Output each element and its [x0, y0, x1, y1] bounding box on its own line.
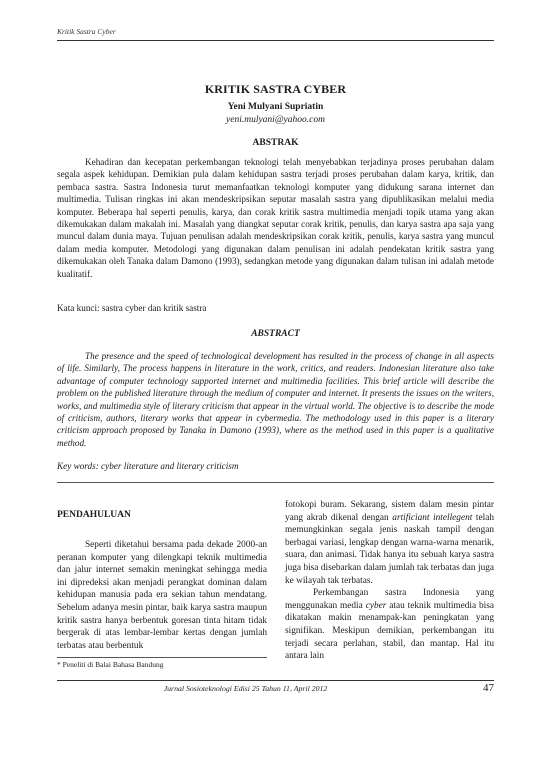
header-rule — [57, 40, 494, 41]
body-emphasis: artificiant intellegent — [392, 512, 473, 523]
abstract-heading: ABSTRACT — [251, 329, 300, 339]
body-left-column: Seperti diketahui bersama pada dekade 2000-an peranan komputer yang dilengkapi teknik multimedia dan jalur internet semakin meningkat sehingga media ini dipredeksi akan menjadi perangkat dominan dalam kehidupan manusia pada era sekian tahun mendatang. Sebelum adanya mesin pintar, baik karya sastra maupun kritik sastra hanya berbentuk goresan tinta hitam tidak bergerak di atas lembar-lembar kertas dengan jumlah terbatas atau berbentuk — [57, 540, 267, 651]
abstrak-heading: ABSTRAK — [252, 138, 299, 148]
body-emphasis: cyber — [365, 600, 387, 611]
footer-rule — [57, 680, 494, 681]
journal-footer: Jurnal Sosioteknologi Edisi 25 Tahun 11, April 2012 — [163, 684, 328, 693]
body-text: telah memungkinkan segala jenis naskah tampil dengan berbagai variasi, lengkap dengan warna-warna menarik, suara, dan animasi. Tidak hanya itu sebuah karya sastra juga bisa disebarkan dalam jumlah tak terbatas dan juga ke wilayah tak terbatas. — [285, 512, 494, 586]
body-text: atau teknik multimedia bisa dikatakan makin menampak-kan peningkatan yang signifikan. Meskipun demikian, perkembangan itu terjadi secara perlahan, stabil, dan mantap. Hal itu antara lain — [285, 600, 495, 662]
paper-title: KRITIK SASTRA CYBER — [204, 82, 347, 96]
keywords: Key words: cyber literature and literary criticism — [57, 461, 239, 471]
abstrak-text: Kehadiran dan kecepatan perkembangan teknologi telah menyebabkan terjadinya proses perubahan dalam segala aspek kehidupan. Demikian pula dalam kehidupan sastra terjadi proses perubahan dalam karya, kritik, dan pembaca sastra. Sastra Indonesia turut memanfaatkan teknologi komputer yang didukung sarana internet dan multimedia. Tulisan ringkas ini akan mendeskripsikan seputar masalah sastra yang dipublikasikan melalui media komputer. Beberapa hal seperti penulis, karya, dan corak kritik sastra multimedia menjadi topik utama yang akan dikemukakan dalam makalah ini. Masalah yang diangkat seputar corak kritik, penulis, dan karya sastra apa saja yang muncul dalam dunia maya. Tujuan penulisan adalah mendeskripsikan corak kritik, penulis, karya sastra yang muncul dalam media komputer. Metodologi yang digunakan dalam penulisan ini adalah pendekatan kritik sastra yang dikemukakan oleh Tanaka dalam Damono (1993), sedangkan metode yang digunakan dalam tulisan ini adalah metode kualitatif. — [57, 157, 494, 279]
running-head: Kritik Sastra Cyber — [57, 27, 116, 36]
body-paragraph — [285, 499, 494, 587]
footnote-rule — [57, 657, 267, 658]
abstract-text: The presence and the speed of technological development has resulted in the process of change in all aspects of life. Similarly, The process happens in literature in the work, critics, and readers. Indonesian literature also take advantage of computer technology supported internet and multimedia facilities. This brief article will describe the problem on the published literature through the medium of computer and internet. It presents the issues on the writers, works, and multimedia style of literary criticism that appear in the virtual world. The objective is to describe the mode of criticism, authors, literary works that appear in cybermedia. The methodology used in this paper is a literary criticism approach proposed by Tanaka in Damono (1993), where as the method used in this paper is a qualitative method. — [57, 351, 494, 448]
section-divider — [57, 482, 494, 483]
body-text: fotokopi buram. Sekarang, sistem dalam mesin pintar yang akrab dikenal dengan — [285, 500, 494, 523]
body-text: Perkembangan sastra Indonesia yang menggunakan media — [285, 588, 494, 611]
author-email: yeni.mulyani@yahoo.com — [226, 115, 325, 125]
author-name: Yeni Mulyani Supriatin — [227, 102, 324, 112]
kata-kunci: Kata kunci: sastra cyber dan kritik sastra — [57, 303, 207, 313]
page-number: 47 — [483, 682, 494, 694]
body-right-column — [285, 499, 494, 663]
section-heading: PENDAHULUAN — [57, 510, 131, 520]
body-paragraph — [285, 587, 494, 663]
footnote: * Peneliti di Balai Bahasa Bandung — [57, 660, 164, 669]
